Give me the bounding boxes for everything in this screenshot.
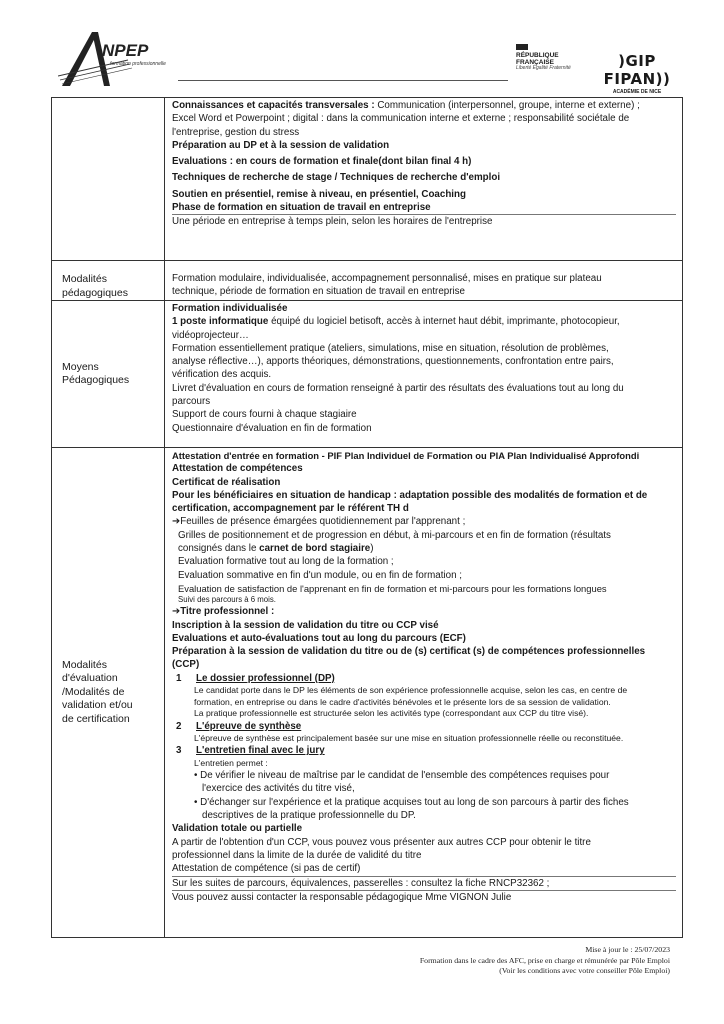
content-line: certification, accompagnement par le référent TH d: [172, 503, 409, 515]
rf-line-1: RÉPUBLIQUE: [516, 52, 559, 59]
step-number: 1: [176, 672, 182, 684]
step-number: 2: [176, 720, 182, 732]
logo-text: NPEP: [102, 41, 149, 60]
table-row: [52, 98, 683, 261]
label-line: Moyens: [62, 360, 99, 373]
bullet-icon: •: [194, 796, 201, 808]
label-line: pédagogiques: [62, 286, 128, 299]
label-line: de certification: [62, 712, 130, 725]
table-row: [52, 261, 683, 301]
row-label-modalites-evaluation: [52, 448, 165, 938]
anpep-logo: [58, 30, 183, 90]
content-line: Le candidat porte dans le DP les éléments de son expérience professionnelle acquise, selon les cas, en centre de: [194, 685, 628, 696]
content-line: l'entreprise, gestion du stress: [172, 126, 300, 138]
content-line: Formation modulaire, individualisée, accompagnement personnalisé, mises en pratique sur plateau: [172, 273, 602, 284]
content-line: Attestation de compétences: [172, 463, 303, 475]
step-heading: L'épreuve de synthèse: [196, 720, 302, 732]
content-line: Phase de formation en situation de travail en entreprise: [172, 201, 676, 215]
header-rule: [178, 80, 508, 81]
content-line: De vérifier le niveau de maîtrise par le candidat de l'ensemble des compétences requises pour: [200, 770, 610, 782]
rf-motto: Liberté Égalité Fraternité: [516, 65, 571, 71]
content-line: parcours: [172, 396, 211, 408]
content-line: Evaluation formative tout au long de la formation ;: [178, 556, 394, 568]
content-line: Techniques de recherche de stage / Techniques de recherche d'emploi: [172, 172, 501, 184]
content-line: La pratique professionnelle est structurée selon les activités type (correspondant aux CCP du titre visé).: [194, 708, 589, 719]
bullet-icon: •: [194, 770, 201, 782]
content-line: Pour les bénéficiaires en situation de handicap : adaptation possible des modalités de formation et de: [172, 489, 648, 501]
content-line: A partir de l'obtention d'un CCP, vous pouvez vous présenter aux autres CCP pour obtenir le titre: [172, 836, 591, 848]
content-line: L'épreuve de synthèse est principalement basée sur une mise en situation professionnelle réelle ou reconstituée.: [194, 732, 624, 743]
content-line: Feuilles de présence émargées quotidiennement par l'apprenant ;: [180, 516, 466, 528]
content-line: l'exercice des activités du titre visé,: [202, 783, 355, 795]
step-heading: Le dossier professionnel (DP): [196, 672, 335, 684]
label-line: validation et/ou: [62, 699, 133, 712]
row-label-empty: [52, 98, 165, 261]
gip-fipan-subtitle: ACADÉMIE DE NICE: [612, 89, 662, 95]
formation-table: [51, 97, 683, 938]
content-line: Evaluation sommative en fin d'un module, ou en fin de formation ;: [178, 569, 462, 581]
content-line: Excel Word et Powerpoint ; digital : dans la communication interne et externe ; responsabilité sociétale de: [172, 113, 630, 125]
content-line: technique, période de formation en situation de travail en entreprise: [172, 286, 466, 298]
arrow-right-icon: ➔: [172, 516, 181, 528]
gip-fipan-logo: [582, 52, 692, 95]
content-line: Une période en entreprise à temps plein, selon les horaires de l'entreprise: [172, 216, 493, 228]
gip-fipan-text: )GIP FIPAN)): [603, 52, 671, 88]
content-line: Formation individualisée: [172, 303, 288, 314]
content-line: consignés dans le: [178, 543, 260, 555]
content-line: Préparation au DP et à la session de validation: [172, 139, 390, 151]
content-line: Validation totale ou partielle: [172, 823, 303, 835]
anpep-logo-graphic: [58, 30, 183, 90]
label-line: Modalités: [62, 273, 107, 285]
content-line: (CCP): [172, 659, 200, 671]
content-line: Formation essentiellement pratique (ateliers, simulations, mise en situation, résolution de problèmes,: [172, 342, 609, 354]
content-line: Livret d'évaluation en cours de formation renseigné à partir des résultats des évaluations tout au long du: [172, 382, 624, 394]
content-line: Soutien en présentiel, remise à niveau, en présentiel, Coaching: [172, 188, 466, 200]
content-line: Titre professionnel :: [180, 606, 275, 618]
rf-line-2: FRANÇAISE: [516, 59, 554, 66]
marianne-icon: [516, 44, 528, 50]
table-row: [52, 448, 683, 938]
content-line: Attestation d'entrée en formation - PIF Plan Individuel de Formation ou PIA Plan Individualisé Approfondi: [172, 450, 640, 461]
footer-note: Formation dans le cadre des AFC, prise en charge et rémunérée par Pôle Emploi: [419, 955, 670, 965]
content-line: Certificat de réalisation: [172, 476, 281, 488]
row-label-moyens-pedagogiques: [52, 301, 165, 448]
republique-francaise-logo: [516, 44, 576, 94]
content-line: Grilles de positionnement et de progression en début, à mi-parcours et en fin de formation (résultats: [178, 529, 611, 541]
content-line: professionnel dans la limite de la durée de validité du titre: [172, 849, 422, 861]
page-footer: [420, 945, 670, 977]
content-line: équipé du logiciel betisoft, accès à internet haut débit, imprimante, photocopieur,: [268, 316, 620, 328]
content-line: Inscription à la session de validation du titre ou CCP visé: [172, 619, 439, 631]
update-date: Mise à jour le : 25/07/2023: [585, 945, 670, 954]
label-line: /Modalités de: [62, 685, 125, 698]
content-line: analyse réflective…), apports théoriques, démonstrations, questionnements, confrontation entre pairs,: [172, 356, 614, 368]
arrow-right-icon: ➔: [172, 606, 181, 618]
content-line: carnet de bord stagiaire: [259, 543, 371, 555]
row-label-modalites-pedagogiques: [52, 261, 165, 301]
page-header: [0, 0, 724, 95]
content-line: D'échanger sur l'expérience et la pratique acquises tout au long de son parcours à partir des fiches: [200, 796, 629, 808]
row-content-evaluation: [165, 448, 683, 938]
content-line: vérification des acquis.: [172, 369, 272, 381]
footer-note: (Voir les conditions avec votre conseiller Pôle Emploi): [499, 966, 670, 975]
content-line: Attestation de compétence (si pas de certif): [172, 862, 676, 876]
content-line: vidéoprojecteur…: [172, 329, 249, 341]
step-number: 3: [176, 745, 182, 757]
label-line: d'évaluation: [62, 672, 118, 685]
label-line: Modalités: [62, 658, 107, 671]
row-content-modalites: [165, 261, 683, 301]
logo-subtitle: formation professionnelle: [110, 61, 166, 67]
content-line: Connaissances et capacités transversales :: [172, 100, 378, 111]
content-line: Evaluations : en cours de formation et finale(dont bilan final 4 h): [172, 156, 472, 168]
content-line: Evaluations et auto-évaluations tout au long du parcours (ECF): [172, 632, 466, 644]
label-line: Pédagogiques: [62, 374, 130, 386]
content-line: 1 poste informatique: [172, 316, 269, 328]
row-content-moyens: [165, 301, 683, 448]
step-heading: L'entretien final avec le jury: [196, 745, 325, 757]
content-line: Support de cours fourni à chaque stagiaire: [172, 409, 357, 421]
content-line: Questionnaire d'évaluation en fin de formation: [172, 422, 372, 434]
content-line: Communication (interpersonnel, groupe, interne et externe) ;: [377, 100, 640, 111]
row-content-competences: [165, 98, 683, 261]
content-line: Vous pouvez aussi contacter la responsable pédagogique Mme VIGNON Julie: [172, 891, 512, 903]
table-row: [52, 301, 683, 448]
content-line: L'entretien permet :: [194, 757, 268, 768]
content-line: Préparation à la session de validation du titre ou de (s) certificat (s) de compétences professionnelles: [172, 646, 646, 658]
content-line: Sur les suites de parcours, équivalences, passerelles : consultez la fiche RNCP32362 ;: [172, 877, 676, 891]
content-line: formation, en entreprise ou dans le cadre d'activités bénévoles et le présente lors de sa session de validation.: [194, 696, 611, 707]
content-line: descriptives de la pratique professionnelle du DP.: [202, 810, 416, 822]
content-line: ): [370, 543, 374, 555]
content-line: Suivi des parcours à 6 mois.: [178, 595, 276, 605]
content-line: Evaluation de satisfaction de l'apprenant en fin de formation et mi-parcours pour les formations longues: [178, 582, 607, 594]
